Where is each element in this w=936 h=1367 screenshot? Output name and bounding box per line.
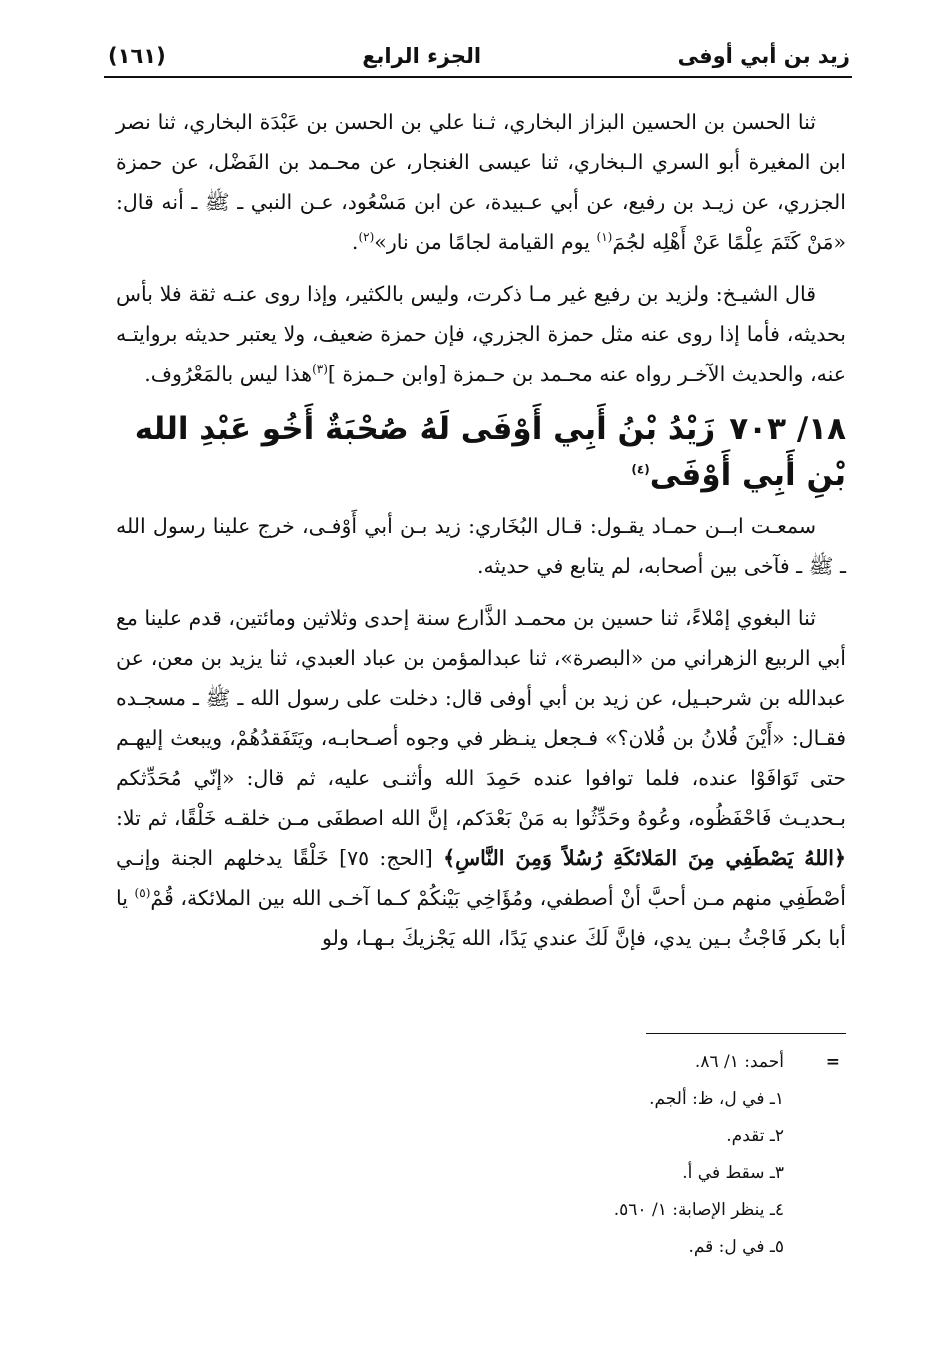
footnote-1: ١ـ في ل، ظ: ألجم. <box>649 1089 784 1109</box>
entry-title: زَيْدُ بْنُ أَبِي أَوْفَى لَهُ صُحْبَةٌ أَخُو عَبْدِ الله بْنِ أَبِي أَوْفَى <box>134 411 846 493</box>
footnote-ref-3: (٣) <box>312 362 328 377</box>
footnote-item <box>200 1155 840 1192</box>
footnote-item <box>200 1118 840 1155</box>
header-entry-title: زيد بن أبي أوفى <box>677 44 850 68</box>
header-volume-title: الجزء الرابع <box>362 44 482 68</box>
paragraph-1-end: . <box>351 230 359 254</box>
footnote-rule <box>646 1033 846 1034</box>
paragraph-1-text: ثنا الحسن بن الحسين البزاز البخاري، ثـنا علي بن الحسن بن عَبْدَة البخاري، ثنا نصر ابن المغيرة أبو السري الـبخاري، ثنا عيسى الغنجار، عن محـمد بن الفَضْل، عن حمزة الجزري، عن زيـد بن رفيع، عن أبي عـبيدة، عن ابن مَسْعُود، عـن النبي ـ ﷺ ـ أنه قال: «مَنْ كَتَمَ عِلْمًا عَنْ أَهْلِه لجُمَ <box>116 110 846 254</box>
footnote-item <box>200 1081 840 1118</box>
footnote-4: ٤ـ ينظر الإصابة: ١/ ٥٦٠. <box>613 1200 784 1220</box>
footnote-2: ٢ـ تقدم. <box>726 1126 784 1146</box>
header-rule <box>104 76 852 78</box>
footnote-5: ٥ـ في ل: قم. <box>688 1237 784 1257</box>
paragraph-commentary <box>116 274 846 394</box>
quran-quote: ﴿اللهُ يَصْطَفِي مِنَ المَلائكَةِ رُسُلاً وَمِنَ النَّاسِ﴾ <box>443 846 846 870</box>
footnote-ref-1: (١) <box>596 230 613 245</box>
paragraph-4-text: ثنا البغوي إمْلاءً، ثنا حسين بن محمـد الذَّارع سنة إحدى وثلاثين ومائتين، قدم علينا مع أبي الربيع الزهراني من «البصرة»، ثنا عبدالمؤمن بن عباد العبدي، ثنا يزيد بن معن، عن عبدالله بن شرحبـيل، عن زيد بن أبي أوفى قال: دخلت على رسول الله ـ ﷺ ـ مسجـده فقـال: «أَيْنَ فُلانُ بن فُلان؟» فـجعل ينـظر في وجوه أصـحابـه، ويَتَفَقدُهُمْ، ويبعث إليهـم حتى تَوَافَوْا عنده، فلما توافوا عنده حَمِدَ الله وأثنـى عليه، ثم قال: «إنّي مُحَدِّثكم بـحديـث فَاحْفَظُوه، وعُوهُ وحَدِّثُوا به مَنْ بَعْدَكم، إنَّ الله اصطفَى مـن خلقـه خَلْقًا، ثم تلا: <box>116 606 846 830</box>
footnote-3: ٣ـ سقط في أ. <box>682 1163 784 1183</box>
paragraph-hadith <box>116 598 846 958</box>
footnotes <box>200 1044 840 1266</box>
paragraph-bukhari <box>116 506 846 586</box>
footnote-item <box>200 1229 840 1266</box>
continuation-mark: = <box>825 1052 840 1072</box>
footnote-ref-2: (٢) <box>358 230 375 245</box>
footnote-ref-5: (٥) <box>134 886 151 901</box>
paragraph-4-continued: [الحج: ٧٥] خَلْقًا يدخلهم الجنة وإنـي أصْطَفِي منهم مـن أحبَّ أنْ أصطفي، ومُؤَاخِي بَيْنكُمْ كـما آخـى الله بين الملائكة، قُمْ <box>116 846 847 910</box>
entry-heading <box>116 406 846 498</box>
footnote-continuation <box>200 1044 840 1081</box>
footnote-ref-4: (٤) <box>631 462 650 477</box>
paragraph-2-text: قال الشيـخ: ولزيد بن رفيع غير مـا ذكرت، وليس بالكثير، وإذا روى عنـه ثقة فلا بأس بحديثه، فأما إذا روى عنه مثل حمزة الجزري، فإن حمزة ضعيف، ولا يعتبر حديثه بروايتـه عنه، والحديث الآخـر رواه عنه محـمد بن حـمزة [وابن حـمزة ] <box>116 282 846 386</box>
paragraph-1-continued: يوم القيامة لجامًا من نار» <box>374 230 597 254</box>
paragraph-isnad-1 <box>116 102 846 262</box>
paragraph-3-text: سمعـت ابــن حمـاد يقـول: قـال البُخَاري: زيد بـن أبي أَوْفـى، خرج علينا رسول الله ـ ﷺ ـ فآخى بين أصحابه، لم يتابع في حديثه. <box>116 514 846 578</box>
main-text <box>116 102 846 970</box>
header-page-number: (١٦١) <box>108 44 166 68</box>
continuation-text: أحمد: ١/ ٨٦. <box>694 1052 784 1072</box>
running-header <box>108 36 850 76</box>
paragraph-2-end: هذا ليس بالمَعْرُوف. <box>144 362 313 386</box>
footnote-item <box>200 1192 840 1229</box>
entry-number: ١٨/ ٧٠٣ <box>729 411 846 447</box>
paragraph-4-end: يا أبا بكر فَاجْثُ بـين يدي، فإنَّ لَكَ عندي يَدًا، الله يَجْزيكَ بـهـا، ولو <box>116 886 846 950</box>
